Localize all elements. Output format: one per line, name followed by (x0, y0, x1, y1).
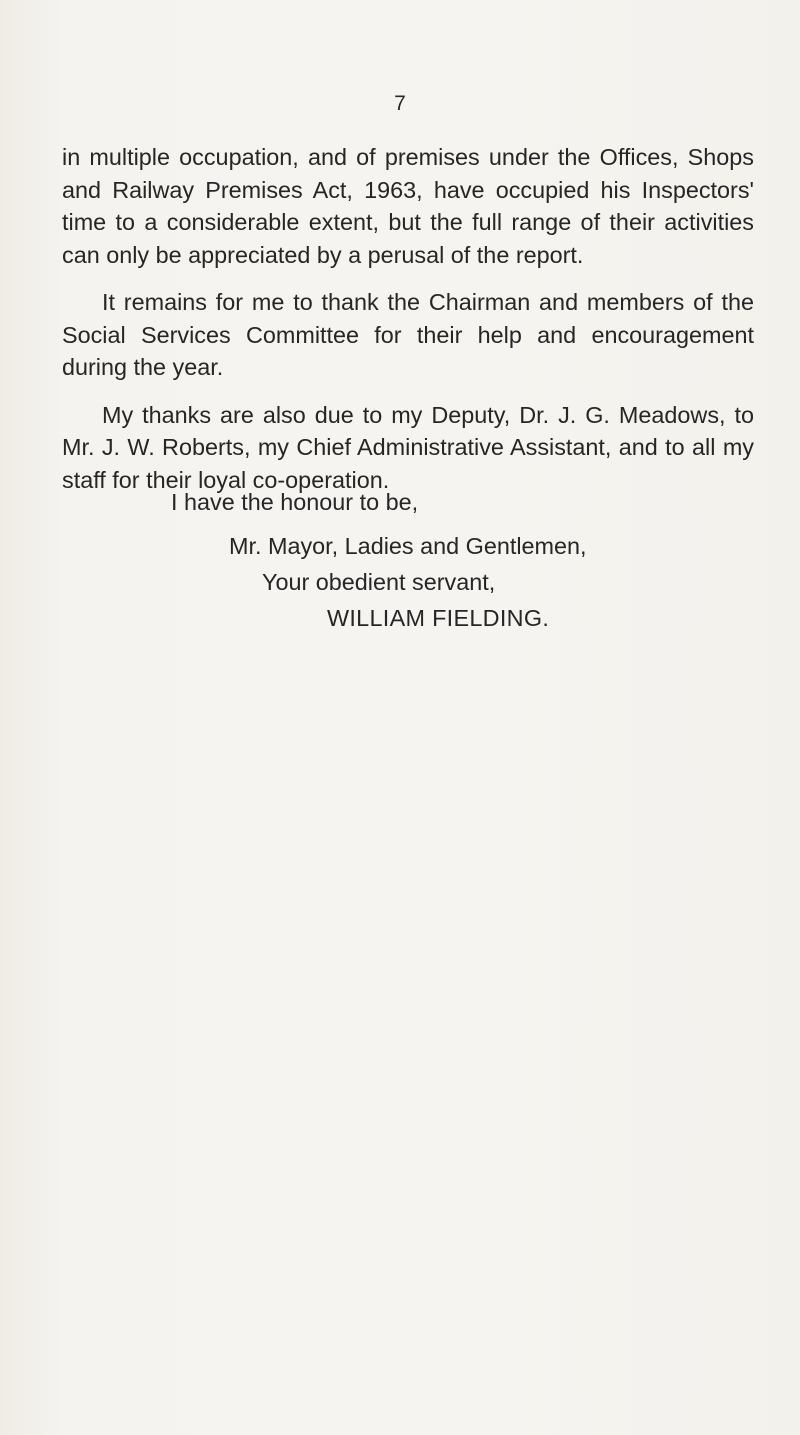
closing-address: Mr. Mayor, Ladies and Gentlemen, (229, 533, 587, 559)
signature-name: WILLIAM FIELDING. (327, 605, 550, 631)
closing-salutation: I have the honour to be, (171, 489, 419, 515)
paragraph-continuation: in multiple occupation, and of premises under the Offices, Shops and Railway Premises Act, 1963, have occupied his Inspectors' time to a considerable extent, but the full range of their activities can only be appreciated by a perusal of the report. (62, 144, 754, 268)
page-number: 7 (394, 92, 406, 115)
paragraph-thanks-committee: It remains for me to thank the Chairman and members of the Social Services Committee for their help and encouragement during the year. (62, 289, 754, 380)
body-text (62, 141, 754, 511)
paragraph-thanks-staff: My thanks are also due to my Deputy, Dr. J. G. Meadows, to Mr. J. W. Roberts, my Chief Administrative Assistant, and to all my staff for their loyal co-operation. (62, 401, 754, 493)
closing-servant: Your obedient servant, (262, 569, 496, 595)
